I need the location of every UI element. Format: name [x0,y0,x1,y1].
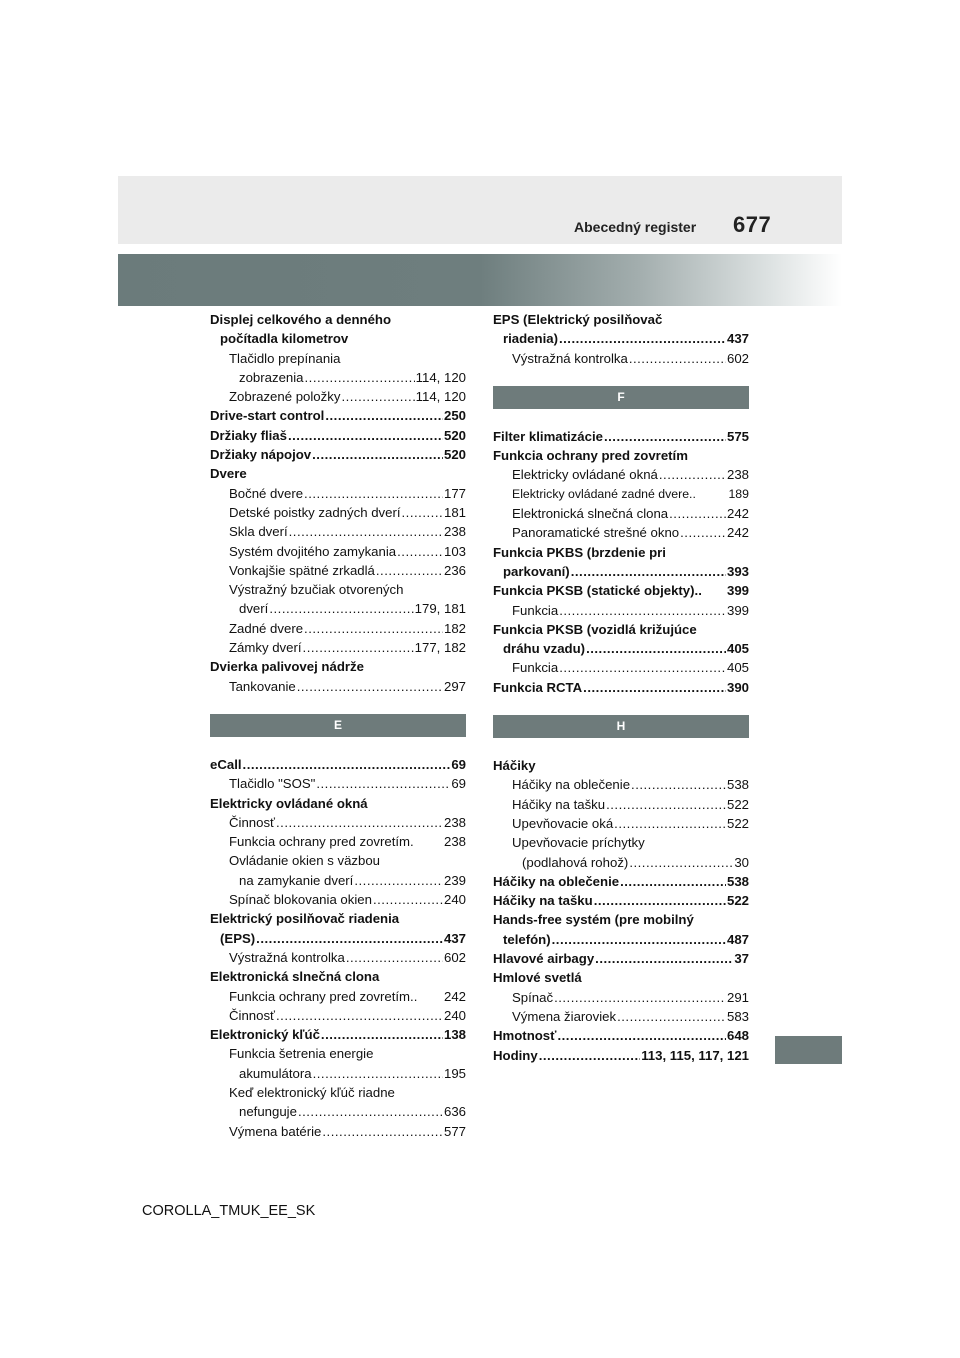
index-subentry [493,833,749,852]
document-footer: COROLLA_TMUK_EE_SK [142,1203,316,1219]
index-subentry [493,523,749,542]
index-entry [493,446,749,465]
dot-leader [659,465,726,484]
entry-text: Výstražná kontrolka [229,949,345,965]
index-subentry [493,658,749,677]
page-reference: 238 [443,524,466,540]
index-entry [493,891,749,910]
index-subentry [210,1006,466,1025]
entry-text: Háčiky na tašku [493,893,593,909]
entry-text: Elektricky ovládané zadné dvere.. [512,486,696,501]
entry-text: Ovládanie okien s väzbou [229,853,381,869]
page-reference: 242 [726,506,749,522]
page-reference: 520 [443,447,466,463]
entry-text: Tlačidlo "SOS" [229,776,316,792]
entry-text: Vonkajšie spätné zrkadlá [229,562,375,578]
index-subentry [210,542,466,561]
dot-leader [376,561,443,580]
section-letter-header: E [210,714,466,737]
dot-leader [595,949,733,968]
index-subentry [210,1044,466,1063]
entry-text: Funkcia [512,602,559,618]
page-reference: 182 [443,620,466,636]
entry-text: nefunguje [239,1104,297,1120]
index-entry [493,968,749,987]
dot-leader [539,1046,640,1065]
index-entry [493,910,749,929]
index-entry [210,794,466,813]
dot-leader [304,484,443,503]
index-entry [210,1025,466,1044]
page-reference: 238 [443,814,466,830]
index-entry [210,657,466,676]
index-subentry [493,853,749,872]
page-reference: 602 [726,350,749,366]
page-reference: 69 [451,776,466,792]
page-reference: 437 [726,331,749,347]
index-subentry [210,832,466,851]
page-reference: 636 [443,1104,466,1120]
entry-text: Skla dverí [229,524,288,540]
page-reference: 236 [443,562,466,578]
page-reference: 575 [726,428,749,444]
page-reference: 181 [443,504,466,520]
page-reference: 602 [443,949,466,965]
entry-text: akumulátora [239,1065,312,1081]
page-reference: 405 [726,660,749,676]
entry-text: Činnosť [229,1007,275,1023]
entry-text: Funkcia PKSB (statické objekty).. [493,583,702,599]
page-reference: 138 [443,1027,466,1043]
index-subentry [210,619,466,638]
page-reference: 239 [443,872,466,888]
page-reference: 291 [726,989,749,1005]
page-reference: 177 [443,485,466,501]
section-letter-header: F [493,386,749,409]
page-reference: 37 [734,951,749,967]
entry-text: Hmlové svetlá [493,970,582,986]
page-reference: 114, 120 [415,369,466,385]
index-subentry [210,1083,466,1102]
index-entry [210,426,466,445]
page-reference: 69 [451,756,466,772]
dot-leader [594,891,726,910]
index-subentry [493,1007,749,1026]
entry-text: Funkcia RCTA [493,679,583,695]
index-entry [493,678,749,697]
running-header-title: Abecedný register [574,219,697,235]
section-letter-header: H [493,715,749,738]
section-gap [210,737,466,755]
dot-leader [617,1007,726,1026]
page-reference: 538 [726,777,749,793]
dot-leader [680,523,726,542]
entry-text: (EPS) [220,930,256,946]
page-reference: 520 [443,427,466,443]
page-reference: 189 [728,486,749,501]
index-entry [493,329,749,348]
entry-text: Elektronický kľúč [210,1027,320,1043]
index-subentry [210,522,466,541]
entry-text: Hands-free systém (pre mobilný [493,912,694,928]
page-reference: 522 [726,893,749,909]
index-entry [210,445,466,464]
entry-text: EPS (Elektrický posilňovač [493,312,663,327]
entry-text: Elektrický posilňovač riadenia [210,911,400,927]
dot-leader [316,774,450,793]
page-reference: 250 [443,408,466,424]
index-subentry [493,485,749,504]
index-subentry [210,677,466,696]
page-reference: 240 [443,1007,466,1023]
dot-leader [322,1122,443,1141]
entry-text: dverí [239,601,269,617]
dot-leader [303,638,414,657]
index-column-left [210,310,466,1141]
index-subentry [210,871,466,890]
entry-text: počítadla kilometrov [220,331,349,347]
index-entry [210,909,466,928]
entry-text: Držiaky nápojov [210,447,312,463]
page-reference: 113, 115, 117, 121 [641,1047,749,1063]
index-entry [493,562,749,581]
page-reference: 242 [726,525,749,541]
entry-text: Elektronická slnečná clona [210,969,380,985]
index-subentry [210,580,466,599]
entry-text: Funkcia PKBS (brzdenie pri [493,544,666,560]
index-entry [493,543,749,562]
chapter-thumb-tab [775,1036,842,1064]
entry-text: Zámky dverí [229,640,302,656]
index-subentry [210,1064,466,1083]
entry-text: Detské poistky zadných dverí [229,504,401,520]
index-entry [210,755,466,774]
dot-leader [629,349,726,368]
dot-leader [552,930,726,949]
dot-leader [571,562,726,581]
dot-leader [321,1025,443,1044]
dot-leader [559,329,726,348]
index-subentry [493,504,749,523]
index-subentry [493,465,749,484]
page-reference: 242 [443,988,466,1004]
index-subentry [210,774,466,793]
entry-text: Filter klimatizácie [493,428,603,444]
entry-text: Výmena žiaroviek [512,1008,617,1024]
dot-leader [346,948,443,967]
dot-leader [373,890,443,909]
page-reference: 238 [443,834,466,850]
page-reference: 297 [443,678,466,694]
dot-leader [243,755,451,774]
page-reference: 195 [443,1065,466,1081]
entry-text: Spínač blokovania okien [229,892,372,908]
entry-text: zobrazenia [239,369,304,385]
index-subentry [210,387,466,406]
dot-leader [325,406,443,425]
index-entry [493,1026,749,1045]
index-entry [210,310,466,329]
dot-leader [669,504,726,523]
index-subentry [210,349,466,368]
dot-leader [629,853,733,872]
dot-leader [631,775,726,794]
entry-text: parkovaní) [503,563,570,579]
dot-leader [614,814,726,833]
dot-leader [554,988,726,1007]
entry-text: Funkcia ochrany pred zovretím [493,448,688,464]
page-reference: 437 [443,930,466,946]
section-gap [493,368,749,386]
dot-leader [269,599,413,618]
dot-leader [354,871,443,890]
index-subentry [493,795,749,814]
index-entry [493,1046,749,1065]
dot-leader [606,795,726,814]
index-subentry [493,988,749,1007]
entry-text: Funkcia ochrany pred zovretím. [229,834,414,850]
entry-text: Elektricky ovládané okná [210,795,368,811]
index-subentry [493,349,749,368]
index-entry [210,329,466,348]
index-subentry [210,851,466,870]
entry-text: Hmotnosť [493,1028,557,1044]
page-reference: 179, 181 [414,601,466,617]
dot-leader [298,1102,443,1121]
page-reference: 648 [726,1028,749,1044]
entry-text: dráhu vzadu) [503,641,586,657]
entry-text: Funkcia ochrany pred zovretím.. [229,988,418,1004]
index-column-right [493,310,749,1065]
entry-text: Bočné dvere [229,485,304,501]
index-subentry [493,814,749,833]
entry-text: Funkcia [512,660,559,676]
index-subentry [210,368,466,387]
index-subentry [493,775,749,794]
entry-text: Háčiky [493,758,536,774]
entry-text: Zadné dvere [229,620,304,636]
entry-text: Tlačidlo prepínania [229,350,341,366]
section-gap [493,697,749,715]
index-entry [493,581,749,600]
index-entry [210,464,466,483]
entry-text: Zobrazené položky [229,389,341,405]
section-gap [210,696,466,714]
index-entry [210,406,466,425]
index-subentry [210,948,466,967]
dot-leader [341,387,414,406]
page-reference: 577 [443,1123,466,1139]
dot-leader [305,368,415,387]
index-subentry [210,1122,466,1141]
entry-text: eCall [210,756,242,772]
index-entry [210,967,466,986]
dot-leader [276,1006,443,1025]
dot-leader [397,542,443,561]
entry-text: Elektricky ovládané okná [512,467,658,483]
page-number: 677 [733,212,772,237]
entry-text: Výstražná kontrolka [512,350,628,366]
index-entry [210,929,466,948]
page-reference: 238 [726,467,749,483]
index-subentry [210,638,466,657]
index-subentry [210,561,466,580]
entry-text: Funkcia PKSB (vozidlá križujúce [493,621,697,637]
index-entry [493,310,749,329]
index-subentry [210,890,466,909]
entry-text: Spínač [512,989,554,1005]
entry-text: Výmena batérie [229,1123,322,1139]
dot-leader [604,427,726,446]
dot-leader [583,678,726,697]
entry-text: (podlahová rohož) [522,854,629,870]
page-reference: 240 [443,892,466,908]
dot-leader [288,426,443,445]
page-reference: 522 [726,796,749,812]
page-reference: 399 [726,602,749,618]
entry-text: riadenia) [503,331,558,347]
header-banner [118,254,842,306]
page-reference: 405 [726,641,749,657]
index-entry [493,639,749,658]
entry-text: na zamykanie dverí [239,872,354,888]
entry-text: Hodiny [493,1047,538,1063]
dot-leader [276,813,443,832]
dot-leader [256,929,443,948]
dot-leader [297,677,443,696]
dot-leader [304,619,443,638]
section-gap [493,409,749,427]
entry-text: Systém dvojitého zamykania [229,543,397,559]
dot-leader [557,1026,726,1045]
entry-text: Háčiky na oblečenie [493,873,620,889]
index-subentry [210,1102,466,1121]
entry-text: Tankovanie [229,678,296,694]
entry-text: Keď elektronický kľúč riadne [229,1084,395,1100]
page-reference: 103 [443,543,466,559]
index-entry [493,949,749,968]
entry-text: Panoramatické strešné okno [512,525,680,541]
entry-text: Výstražný bzučiak otvorených [229,582,404,598]
entry-text: Dvierka palivovej nádrže [210,659,364,675]
index-subentry [210,987,466,1006]
page-reference: 538 [726,873,749,889]
dot-leader [312,445,443,464]
page-reference: 487 [726,931,749,947]
index-subentry [210,484,466,503]
entry-text: Elektronická slnečná clona [512,506,669,522]
entry-text: Držiaky fliaš [210,427,287,443]
entry-text: Funkcia šetrenia energie [229,1046,374,1062]
entry-text: telefón) [503,931,551,947]
entry-text: Činnosť [229,814,275,830]
index-entry [493,872,749,891]
entry-text: Dvere [210,466,247,482]
page-reference: 30 [734,854,749,870]
index-entry [493,620,749,639]
page-reference: 390 [726,679,749,695]
index-entry [493,930,749,949]
index-subentry [210,503,466,522]
dot-leader [559,601,726,620]
page-reference: 522 [726,815,749,831]
index-subentry [493,601,749,620]
dot-leader [586,639,726,658]
entry-text: Hlavové airbagy [493,951,595,967]
dot-leader [402,503,443,522]
section-gap [493,738,749,756]
entry-text: Upevňovacie oká [512,815,614,831]
entry-text: Upevňovacie príchytky [512,835,645,851]
dot-leader [559,658,726,677]
index-entry [493,756,749,775]
entry-text: Háčiky na tašku [512,796,606,812]
dot-leader [289,522,443,541]
index-subentry [210,599,466,618]
dot-leader [620,872,726,891]
page-reference: 583 [726,1008,749,1024]
page-reference: 399 [726,583,749,599]
index-entry [493,427,749,446]
index-subentry [210,813,466,832]
page-reference: 393 [726,563,749,579]
page-reference: 114, 120 [415,389,466,405]
entry-text: Drive-start control [210,408,325,424]
dot-leader [313,1064,443,1083]
entry-text: Displej celkového a denného [210,312,392,327]
page-reference: 177, 182 [414,640,466,656]
entry-text: Háčiky na oblečenie [512,777,631,793]
